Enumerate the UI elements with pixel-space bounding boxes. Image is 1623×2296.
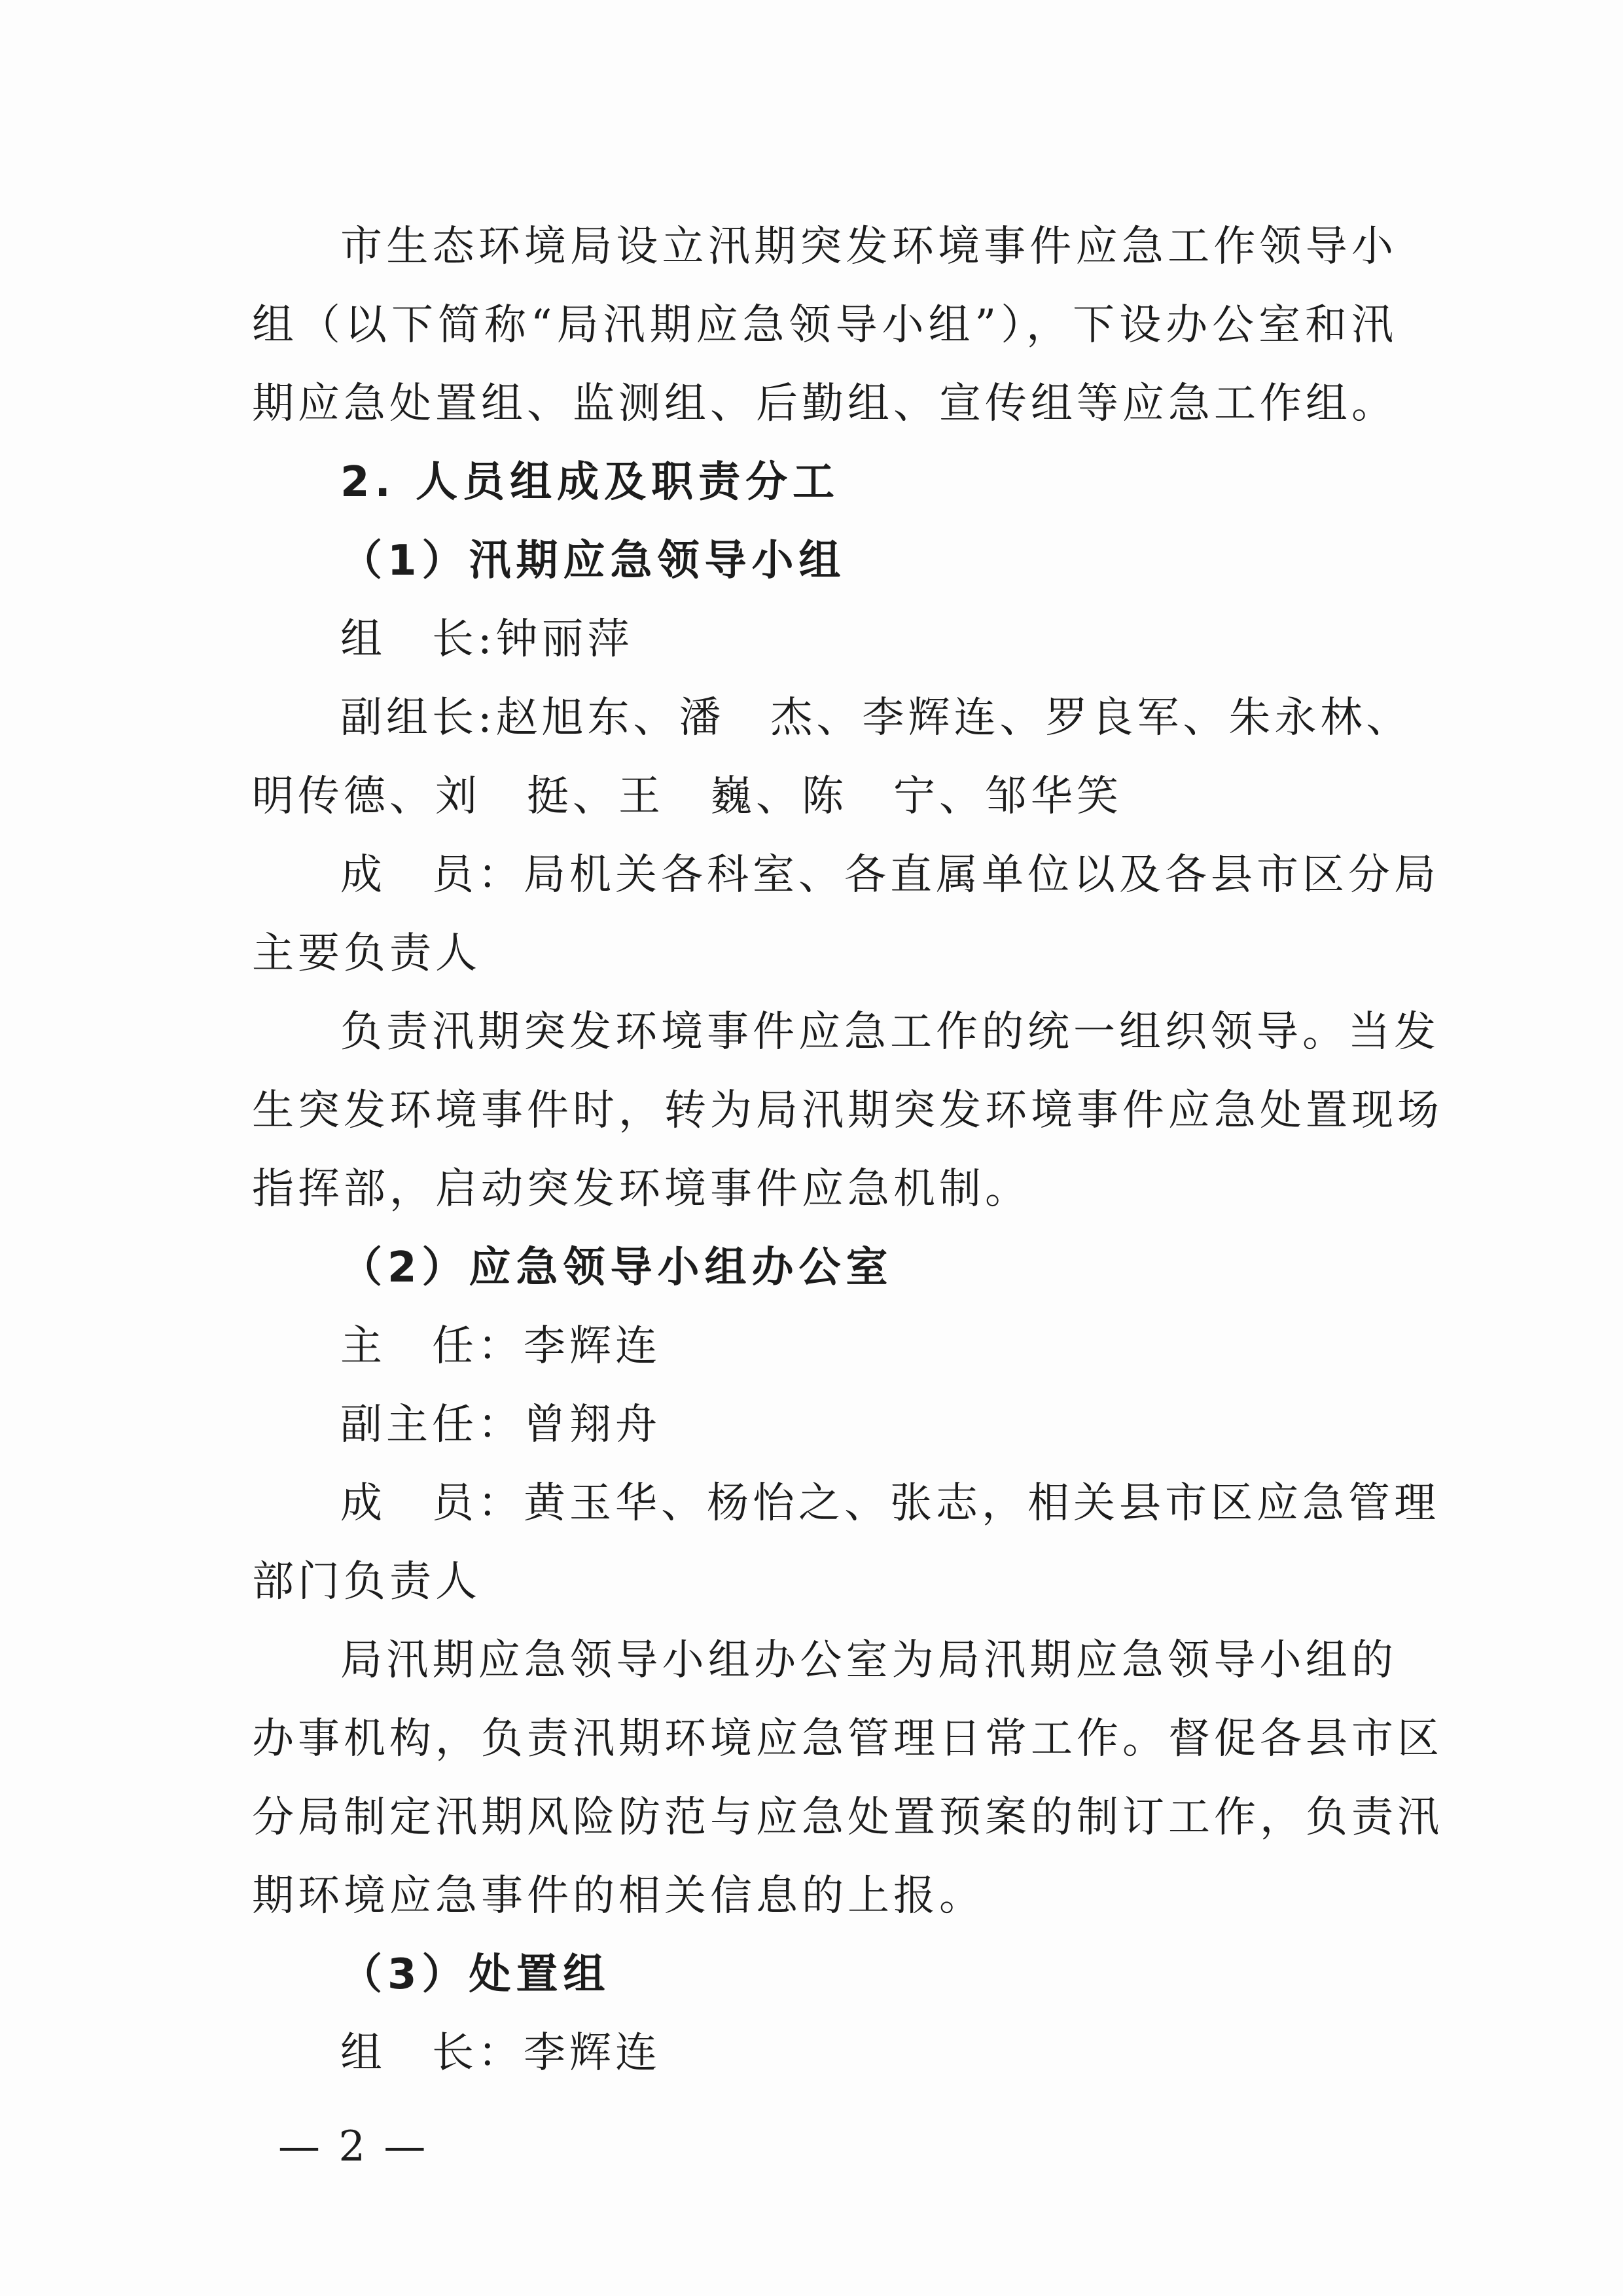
office-paragraph-line-1: 局汛期应急领导小组办公室为局汛期应急领导小组的 — [340, 1636, 1397, 1685]
office-paragraph-line-4: 期环境应急事件的相关信息的上报。 — [252, 1872, 985, 1920]
office-members-line-1: 成 员：黄玉华、杨怡之、张志，相关县市区应急管理 — [340, 1479, 1440, 1528]
office-members-line-2: 部门负责人 — [252, 1558, 481, 1606]
duty-paragraph-line-1: 负责汛期突发环境事件应急工作的统一组织领导。当发 — [340, 1008, 1440, 1056]
duty-paragraph-line-3: 指挥部，启动突发环境事件应急机制。 — [252, 1165, 1031, 1213]
disposal-group-leader-line: 组 长：李辉连 — [340, 2029, 661, 2077]
members-line-1: 成 员：局机关各科室、各直属单位以及各县市区分局 — [340, 851, 1440, 899]
group-leader-line: 组 长:钟丽萍 — [340, 615, 633, 664]
paragraph-1-line-3: 期应急处置组、监测组、后勤组、宣传组等应急工作组。 — [252, 380, 1397, 428]
subsection-heading-1: （1）汛期应急领导小组 — [340, 537, 846, 585]
office-deputy-director-line: 副主任：曾翔舟 — [340, 1401, 661, 1449]
office-paragraph-line-2: 办事机构，负责汛期环境应急管理日常工作。督促各县市区 — [252, 1715, 1443, 1763]
office-director-line: 主 任：李辉连 — [340, 1322, 661, 1371]
duty-paragraph-line-2: 生突发环境事件时，转为局汛期突发环境事件应急处置现场 — [252, 1086, 1443, 1135]
section-heading-2: 2. 人员组成及职责分工 — [340, 458, 840, 507]
subsection-heading-2: （2）应急领导小组办公室 — [340, 1244, 893, 1292]
deputy-leaders-line-2: 明传德、刘 挺、王 巍、陈 宁、邹华笑 — [252, 772, 1122, 821]
office-paragraph-line-3: 分局制定汛期风险防范与应急处置预案的制订工作，负责汛 — [252, 1793, 1443, 1842]
page-number: — 2 — — [278, 2123, 429, 2171]
members-line-2: 主要负责人 — [252, 929, 481, 978]
subsection-heading-3: （3）处置组 — [340, 1950, 611, 1999]
deputy-leaders-line-1: 副组长:赵旭东、潘 杰、李辉连、罗良军、朱永林、 — [340, 694, 1412, 742]
paragraph-1-line-2: 组（以下简称“局汛期应急领导小组”），下设办公室和汛 — [252, 301, 1397, 350]
paragraph-1-line-1: 市生态环境局设立汛期突发环境事件应急工作领导小 — [340, 223, 1397, 271]
